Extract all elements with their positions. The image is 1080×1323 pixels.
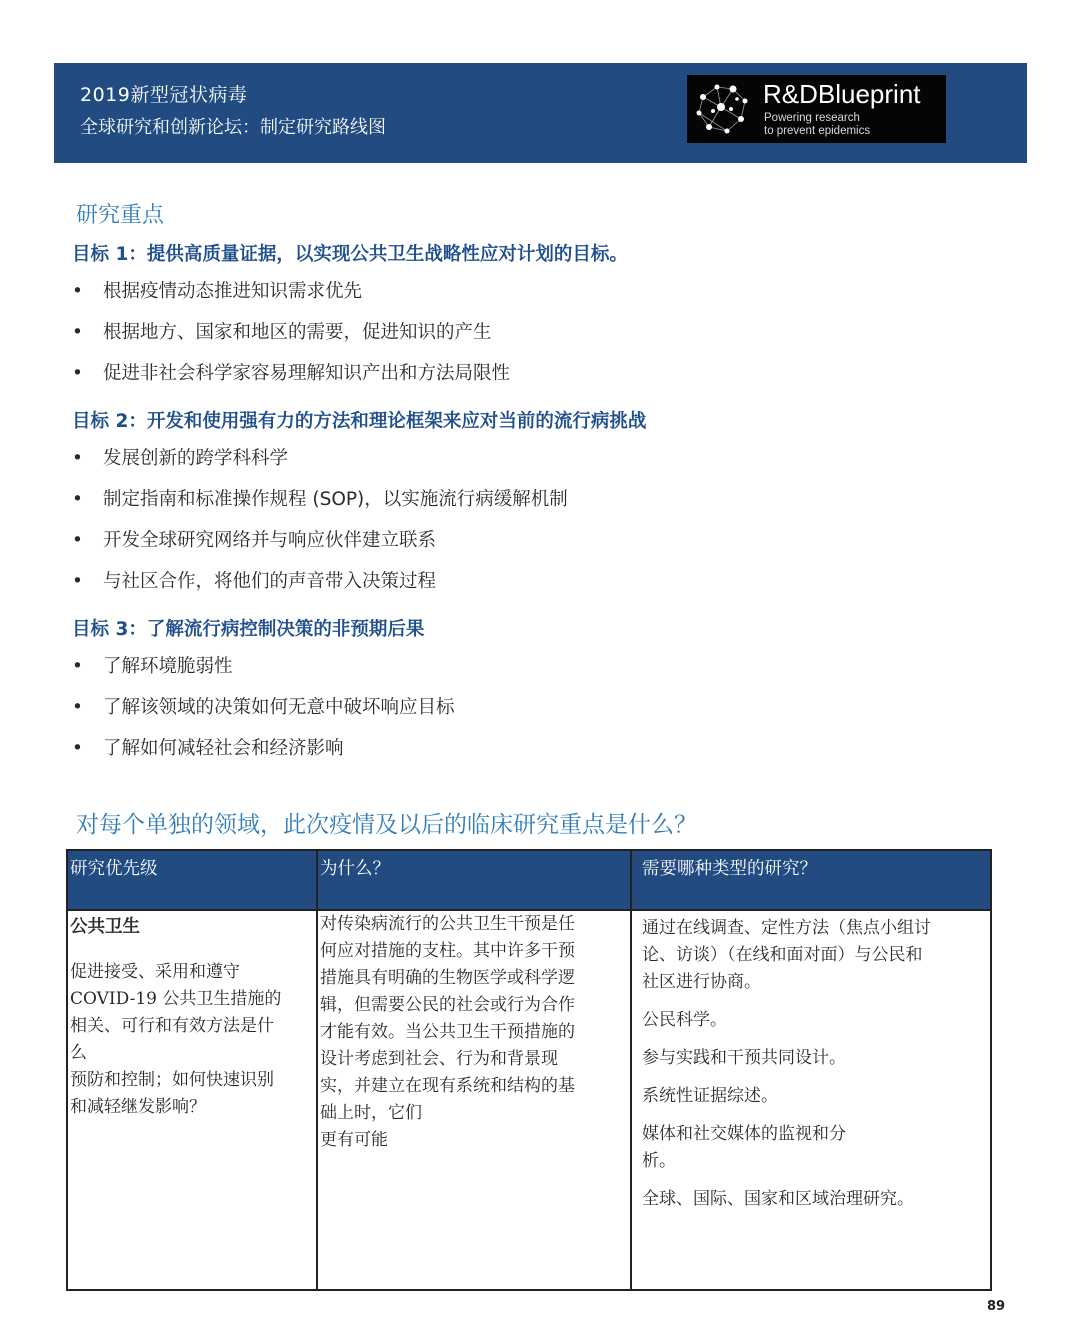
row-heading-public-health: 公共卫生 <box>70 917 140 937</box>
cell-line: 础上时，它们 <box>320 1103 422 1123</box>
cell-line: 促进接受、采用和遵守 <box>70 962 240 982</box>
goal-1-title: 目标 1：提供高质量证据，以实现公共卫生战略性应对计划的目标。 <box>72 244 628 265</box>
cell-line: 和减轻继发影响？ <box>70 1097 206 1117</box>
priorities-table <box>66 849 992 1291</box>
priority-cell <box>70 959 281 1121</box>
header-banner <box>54 63 1027 163</box>
rd-blueprint-logo <box>687 75 946 143</box>
research-type-line: 公民科学。 <box>642 1010 727 1030</box>
goal-3-bullet: • 了解该领域的决策如何无意中破坏响应目标 <box>72 697 455 718</box>
goal-3-title: 目标 3：了解流行病控制决策的非预期后果 <box>72 619 425 640</box>
cell-line: COVID-19 公共卫生措施的 <box>70 989 282 1009</box>
goal-2-bullet: • 制定指南和标准操作规程 (SOP)，以实施流行病缓解机制 <box>72 489 568 510</box>
goal-2-bullet: • 发展创新的跨学科科学 <box>72 448 289 469</box>
table-divider <box>316 851 318 1289</box>
research-type-line: 论、访谈）（在线和面对面）与公民和 <box>642 945 923 965</box>
research-type-line: 系统性证据综述。 <box>642 1086 778 1106</box>
cell-line: 设计考虑到社会、行为和背景现 <box>320 1049 558 1069</box>
research-type-line: 析。 <box>642 1151 676 1171</box>
cell-line: 相关、可行和有效方法是什 <box>70 1016 274 1036</box>
cell-line: 么 <box>70 1043 87 1063</box>
goal-1-bullet: • 根据地方、国家和地区的需要，促进知识的产生 <box>72 322 492 343</box>
logo-title: R&DBlueprint <box>763 79 921 109</box>
goal-3-bullet: • 了解环境脆弱性 <box>72 656 233 677</box>
research-type-line: 参与实践和干预共同设计。 <box>642 1048 846 1068</box>
table-divider <box>630 851 632 1289</box>
research-type-line: 媒体和社交媒体的监视和分 <box>642 1124 846 1144</box>
logo-subtitle-line1: Powering research <box>764 112 860 124</box>
goal-3-bullet: • 了解如何减轻社会和经济影响 <box>72 738 344 759</box>
cell-line: 实，并建立在现有系统和结构的基 <box>320 1076 575 1096</box>
cell-line: 何应对措施的支柱。其中许多干预 <box>320 941 575 961</box>
cell-line: 辑，但需要公民的社会或行为合作 <box>320 995 575 1015</box>
network-globe-icon <box>691 77 755 141</box>
research-type-line: 社区进行协商。 <box>642 972 761 992</box>
cell-line: 才能有效。当公共卫生干预措施的 <box>320 1022 575 1042</box>
cell-line: 更有可能 <box>320 1130 388 1150</box>
table-title: 对每个单独的领域，此次疫情及以后的临床研究重点是什么？ <box>76 812 697 838</box>
goal-1-bullet: • 促进非社会科学家容易理解知识产出和方法局限性 <box>72 363 511 384</box>
cell-line: 措施具有明确的生物医学或科学逻 <box>320 968 575 988</box>
header-title-line1: 2019新型冠状病毒 <box>80 84 248 106</box>
table-header-research-type: 需要哪种类型的研究？ <box>642 859 817 879</box>
table-header-row <box>68 851 990 911</box>
logo-subtitle-line2: to prevent epidemics <box>764 125 871 137</box>
cell-line: 预防和控制；如何快速识别 <box>70 1070 274 1090</box>
header-title-line2: 全球研究和创新论坛：制定研究路线图 <box>80 117 386 138</box>
table-header-why: 为什么？ <box>320 859 390 879</box>
goal-2-bullet: • 开发全球研究网络并与响应伙伴建立联系 <box>72 530 437 551</box>
table-header-priority: 研究优先级 <box>70 859 158 879</box>
goal-2-bullet: • 与社区合作，将他们的声音带入决策过程 <box>72 571 437 592</box>
page-number: 89 <box>987 1299 1006 1314</box>
why-cell <box>320 911 575 1154</box>
goal-1-bullet: • 根据疫情动态推进知识需求优先 <box>72 281 363 302</box>
cell-line: 对传染病流行的公共卫生干预是任 <box>320 914 575 934</box>
goal-2-title: 目标 2：开发和使用强有力的方法和理论框架来应对当前的流行病挑战 <box>72 411 647 432</box>
research-type-line: 全球、国际、国家和区域治理研究。 <box>642 1189 914 1209</box>
section-title: 研究重点 <box>76 203 165 228</box>
research-type-line: 通过在线调查、定性方法（焦点小组讨 <box>642 918 931 938</box>
